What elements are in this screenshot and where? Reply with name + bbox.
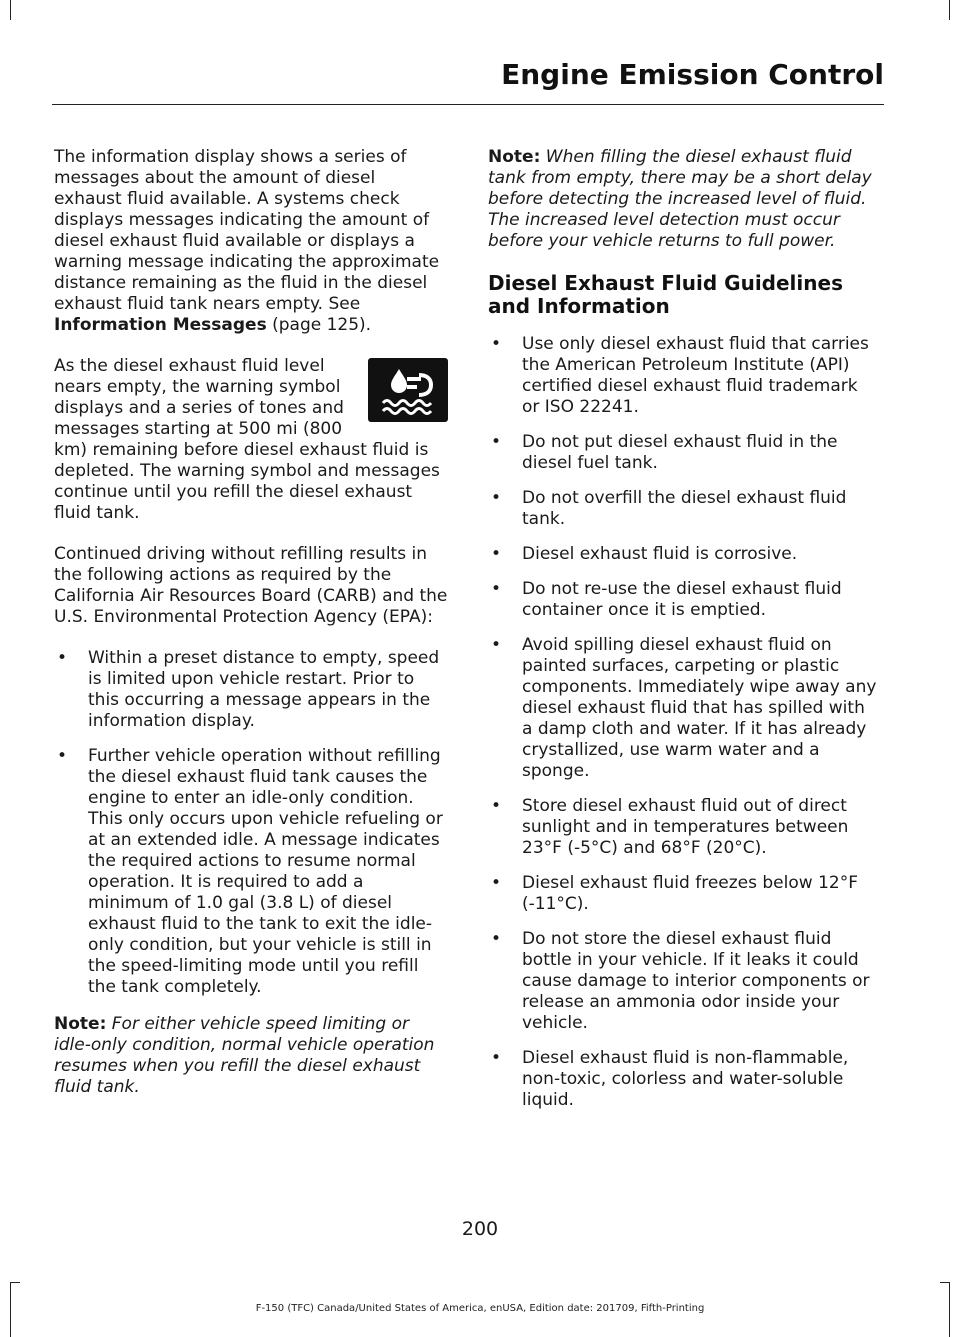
- bullet-mark: •: [491, 488, 502, 508]
- list-item-text: Store diesel exhaust fluid out of direct sunlight and in temperatures between 23°F (-5°C) and 68°F (20°C).: [522, 796, 849, 858]
- bullet-mark: •: [491, 544, 502, 564]
- bullet-mark: •: [491, 635, 502, 655]
- diesel-exhaust-fluid-warning-icon: [368, 358, 448, 422]
- consequences-list: [54, 648, 448, 998]
- list-item-text: Diesel exhaust fluid is corrosive.: [522, 544, 798, 564]
- list-item: [488, 432, 880, 474]
- list-item: [488, 488, 880, 530]
- list-item: [54, 746, 448, 998]
- consequences-paragraph: Continued driving without refilling results in the following actions as required by the California Air Resources Board (CARB) and the U.S. Environmental Protection Agency (EPA):: [54, 544, 448, 627]
- warning-text: As the diesel exhaust fluid level nears empty, the warning symbol displays and a series of tones and messages starting at 500 mi (800 km) remaining before diesel exhaust fluid is depleted. The warning symbol and messages continue until you refill the diesel exhaust fluid tank.: [54, 356, 440, 523]
- note-text: When filling the diesel exhaust fluid tank from empty, there may be a short delay before detecting the increased level of fluid. The increased level detection must occur before your vehicle returns to full power.: [488, 147, 872, 251]
- bullet-mark: •: [491, 1048, 502, 1068]
- bullet-mark: •: [491, 432, 502, 452]
- list-item: [488, 544, 880, 565]
- bullet-mark: •: [57, 648, 68, 668]
- left-column: [54, 147, 448, 1098]
- bullet-mark: •: [491, 796, 502, 816]
- guidelines-list: [488, 334, 880, 1111]
- crop-mark-bottom-right-h: [940, 1282, 950, 1283]
- note-label: Note:: [488, 147, 541, 167]
- list-item-text: Do not put diesel exhaust fluid in the diesel fuel tank.: [522, 432, 838, 473]
- list-item-text: Diesel exhaust fluid is non-flammable, non-toxic, colorless and water-soluble liquid.: [522, 1048, 849, 1110]
- list-item: [54, 648, 448, 732]
- crop-mark-top-left: [10, 0, 11, 20]
- intro-page-ref: (page 125).: [266, 315, 372, 335]
- list-item-text: Use only diesel exhaust fluid that carries the American Petroleum Institute (API) certified diesel exhaust fluid trademark or ISO 22241.: [522, 334, 869, 417]
- footer-edition: F-150 (TFC) Canada/United States of America, enUSA, Edition date: 201709, Fifth-Printing: [255, 1303, 705, 1314]
- page-number: 200: [461, 1218, 499, 1240]
- bullet-mark: •: [491, 334, 502, 354]
- bullet-mark: •: [57, 746, 68, 766]
- list-item-text: Avoid spilling diesel exhaust fluid on painted surfaces, carpeting or plastic components. Immediately wipe away any diesel exhaust fluid that has spilled with a damp cloth and water. If it has already crystallized, use warm water and a sponge.: [522, 635, 877, 781]
- intro-text: The information display shows a series of messages about the amount of diesel exhaust fluid available. A systems check displays messages indicating the amount of diesel exhaust fluid available or displays a warning message indicating the approximate distance remaining as the fluid in the diesel exhaust fluid tank nears empty. See: [54, 147, 440, 314]
- list-item-text: Further vehicle operation without refilling the diesel exhaust fluid tank causes the engine to enter an idle-only condition. This only occurs upon vehicle refueling or at an extended idle. A message indicates the required actions to resume normal operation. It is required to add a minimum of 1.0 gal (3.8 L) of diesel exhaust fluid to the tank to exit the idle-only condition, but your vehicle is still in the speed-limiting mode until you refill the tank completely.: [88, 746, 443, 997]
- list-item: [488, 579, 880, 621]
- intro-paragraph: [54, 147, 448, 336]
- list-item: [488, 1048, 880, 1111]
- list-item-text: Within a preset distance to empty, speed is limited upon vehicle restart. Prior to this occurring a message appears in the information display.: [88, 648, 440, 731]
- crop-mark-top-right: [949, 0, 950, 20]
- bullet-mark: •: [491, 579, 502, 599]
- header-divider: [52, 104, 884, 105]
- left-note: [54, 1014, 448, 1098]
- list-item-text: Do not store the diesel exhaust fluid bottle in your vehicle. If it leaks it could cause damage to interior components or release an ammonia odor inside your vehicle.: [522, 929, 870, 1033]
- list-item-text: Diesel exhaust fluid freezes below 12°F (-11°C).: [522, 873, 858, 914]
- list-item: [488, 873, 880, 915]
- bullet-mark: •: [491, 873, 502, 893]
- note-text: For either vehicle speed limiting or idle-only condition, normal vehicle operation resumes when you refill the diesel exhaust fluid tank.: [54, 1014, 435, 1097]
- information-messages-link[interactable]: Information Messages: [54, 315, 267, 335]
- list-item: [488, 929, 880, 1034]
- bullet-mark: •: [491, 929, 502, 949]
- section-heading: Diesel Exhaust Fluid Guidelines and Information: [488, 271, 843, 318]
- list-item: [488, 796, 880, 859]
- right-column: [488, 147, 880, 1131]
- list-item: [488, 334, 880, 418]
- crop-mark-bottom-left-h: [10, 1282, 20, 1283]
- list-item: [488, 635, 880, 782]
- note-label: Note:: [54, 1014, 107, 1034]
- list-item-text: Do not re-use the diesel exhaust fluid container once it is emptied.: [522, 579, 842, 620]
- warning-paragraph: [54, 356, 448, 524]
- right-note: [488, 147, 880, 252]
- page-title: Engine Emission Control: [501, 58, 884, 91]
- list-item-text: Do not overfill the diesel exhaust fluid tank.: [522, 488, 847, 529]
